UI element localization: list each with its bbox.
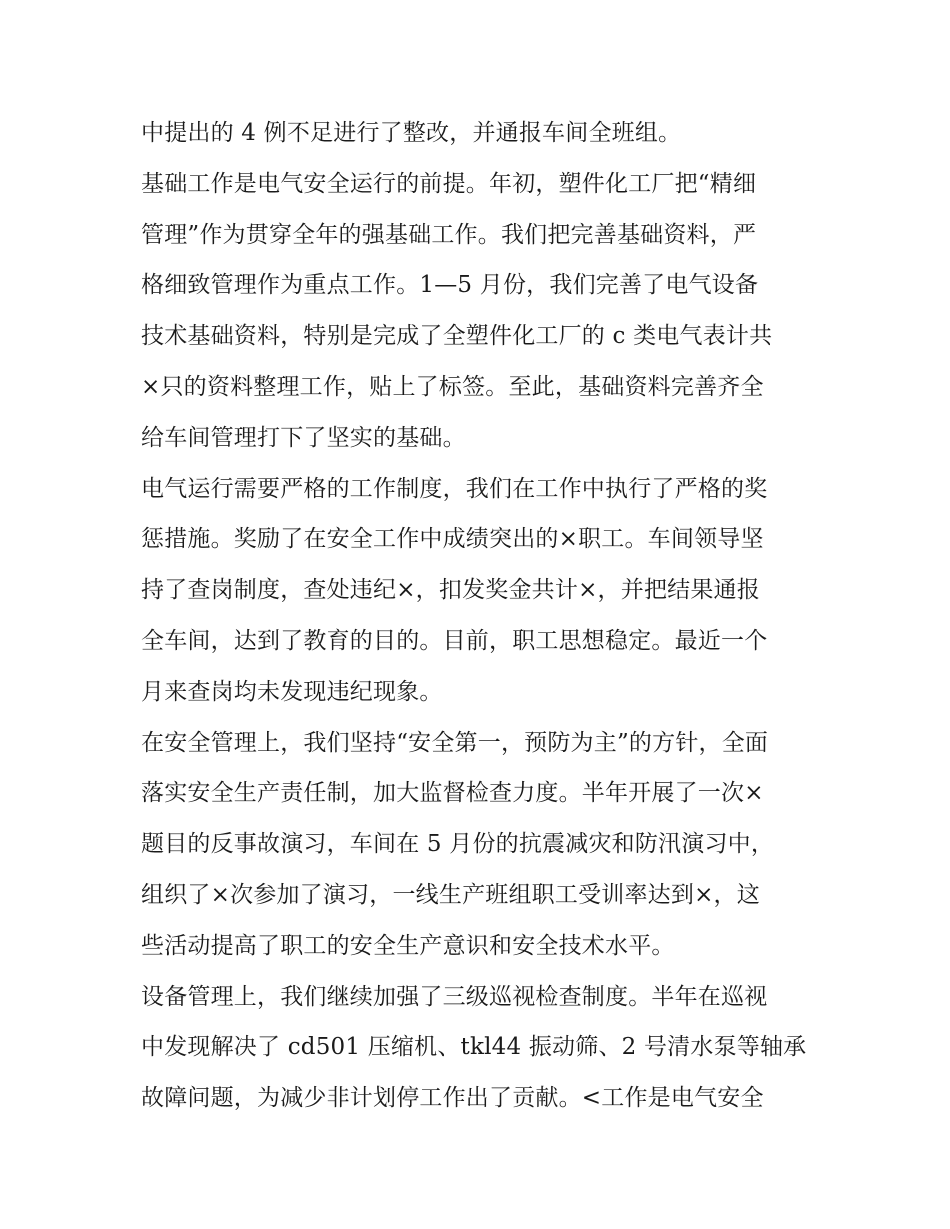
text-line: 题目的反事故演习，车间在 5 月份的抗震减灾和防汛演习中， [141, 831, 775, 858]
text-line: 故障问题，为减少非计划停工作出了贡献。<工作是电气安全 [141, 1085, 764, 1112]
body-text [141, 108, 821, 1124]
text-line: 落实安全生产责任制，加大监督检查力度。半年开展了一次× [141, 780, 764, 807]
text-line: ×只的资料整理工作，贴上了标签。至此，基础资料完善齐全 [141, 373, 764, 400]
text-line: 技术基础资料，特别是完成了全塑件化工厂的 c 类电气表计共 [141, 323, 773, 350]
text-line: 在安全管理上，我们坚持“安全第一，预防为主”的方针，全面 [141, 729, 769, 756]
text-line: 格细致管理作为重点工作。1—5 月份，我们完善了电气设备 [141, 272, 759, 299]
text-line: 设备管理上，我们继续加强了三级巡视检查制度。半年在巡视 [141, 983, 768, 1010]
text-line: 月来查岗均未发现违纪现象。 [141, 678, 443, 705]
text-line: 基础工作是电气安全运行的前提。年初，塑件化工厂把“精细 [141, 170, 757, 197]
text-line: 中提出的 4 例不足进行了整改，并通报车间全班组。 [141, 120, 682, 146]
text-line: 些活动提高了职工的安全生产意识和安全技术水平。 [141, 932, 675, 959]
text-line: 组织了×次参加了演习，一线生产班组职工受训率达到×，这 [141, 881, 760, 908]
text-line: 持了查岗制度，查处违纪×，扣发奖金共计×，并把结果通报 [141, 577, 760, 604]
text-line: 管理”作为贯穿全年的强基础工作。我们把完善基础资料，严 [141, 221, 757, 248]
text-line: 给车间管理打下了坚实的基础。 [141, 424, 466, 451]
text-line: 惩措施。奖励了在安全工作中成绩突出的×职工。车间领导坚 [141, 526, 764, 553]
text-line: 中发现解决了 cd501 压缩机、tkl44 振动筛、2 号清水泵等轴承 [141, 1034, 807, 1061]
text-line: 全车间，达到了教育的目的。目前，职工思想稳定。最近一个 [141, 627, 768, 654]
text-line: 电气运行需要严格的工作制度，我们在工作中执行了严格的奖 [141, 475, 768, 502]
